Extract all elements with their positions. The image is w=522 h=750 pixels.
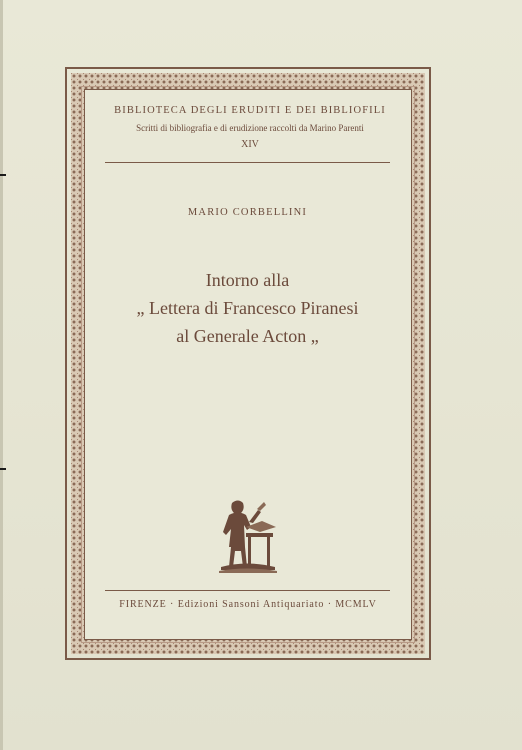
volume-number: XIV xyxy=(241,139,259,150)
author-name: MARIO CORBELLINI xyxy=(187,207,308,218)
edge-mark-top xyxy=(0,174,6,176)
title-line-2: „ Lettera di Francesco Piranesi xyxy=(136,298,359,318)
edge-mark-bottom xyxy=(0,468,6,470)
series-title: BIBLIOTECA DEGLI ERUDITI E DEI BIBLIOFILI xyxy=(114,105,386,116)
series-subtitle: Scritti di bibliografia e di erudizione raccolti da Marino Parenti xyxy=(136,123,364,133)
divider-bottom xyxy=(105,590,390,591)
divider-top xyxy=(105,162,390,163)
scholar-at-desk-icon xyxy=(215,495,279,575)
title-line-1: Intorno alla xyxy=(205,270,290,290)
title-line-3: al Generale Acton „ xyxy=(176,326,319,346)
publisher-line: FIRENZE · Edizioni Sansoni Antiquariato · MCMLV xyxy=(119,599,377,610)
left-edge xyxy=(0,0,3,750)
